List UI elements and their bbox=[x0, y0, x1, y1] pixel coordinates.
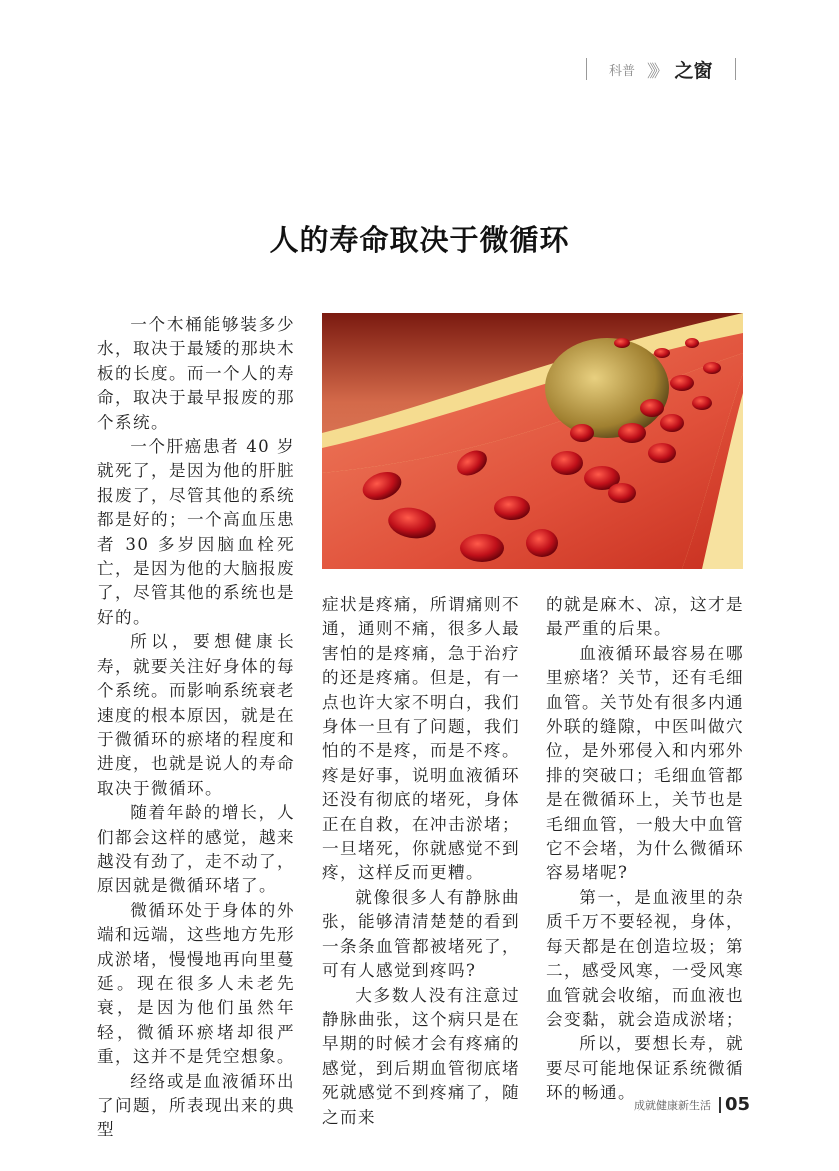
article-title: 人的寿命取决于微循环 bbox=[269, 223, 570, 257]
section-name: 之窗 bbox=[674, 59, 713, 82]
paragraph: 大多数人没有注意过静脉曲张，这个病只是在早期的时候才会有疼痛的感觉，到后期血管彻底堵死就感觉不到疼痛了，随之而来 bbox=[322, 985, 520, 1127]
paragraph: 就像很多人有静脉曲张，能够清清楚楚的看到一条条血管都被堵死了，可有人感觉到疼吗? bbox=[322, 887, 520, 981]
divider bbox=[719, 1097, 721, 1113]
section-prefix: 科普 bbox=[609, 63, 636, 79]
page-footer bbox=[634, 1094, 750, 1115]
divider bbox=[586, 58, 587, 80]
text-column-2 bbox=[322, 593, 520, 1130]
blood-vessel-illustration bbox=[322, 313, 743, 569]
paragraph: 一个木桶能够装多少水，取决于最矮的那块木板的长度。而一个人的寿命，取决于最早报废的那个系统。 bbox=[97, 315, 295, 432]
paragraph: 经络或是血液循环出了问题，所表现出来的典型 bbox=[97, 1071, 295, 1140]
paragraph: 血液循环最容易在哪里瘀堵？关节，还有毛细血管。关节处有很多内通外联的缝隙，中医叫做穴位，是外邪侵入和内邪外排的突破口；毛细血管都是在微循环上，关节也是毛细血管，一般大中血管它不会堵，为什么微循环容易堵呢? bbox=[546, 643, 744, 883]
paragraph: 一个肝癌患者 40 岁就死了，是因为他的肝脏报废了，尽管其他的系统都是好的；一个高血压患者 30 多岁因脑血栓死亡，是因为他的大脑报废了，尽管其他的系统也是好的。 bbox=[97, 437, 295, 627]
text-column-1 bbox=[97, 313, 295, 1143]
page-number: 05 bbox=[725, 1094, 751, 1115]
paragraph: 随着年龄的增长，人们都会这样的感觉，越来越没有劲了，走不动了，原因就是微循环堵了。 bbox=[97, 803, 295, 896]
chevron-right-icon: 》》 bbox=[647, 61, 665, 82]
text-column-3 bbox=[546, 593, 744, 1106]
paragraph: 微循环处于身体的外端和远端，这些地方先形成淤堵，慢慢地再向里蔓延。现在很多人未老先衰，是因为他们虽然年轻，微循环瘀堵却很严重，这并不是凭空想象。 bbox=[97, 900, 295, 1067]
divider bbox=[735, 58, 736, 80]
magazine-name: 成就健康新生活 bbox=[634, 1098, 711, 1112]
paragraph: 所以，要想长寿，就要尽可能地保证系统微循环的畅通。 bbox=[546, 1034, 744, 1103]
paragraph: 症状是疼痛，所谓痛则不通，通则不痛，很多人最害怕的是疼痛，急于治疗的还是疼痛。但是，有一点也许大家不明白，我们身体一旦有了问题，我们怕的不是疼，而是不疼。疼是好事，说明血液循环还没有彻底的堵死，身体正在自救，在冲击淤堵；一旦堵死，你就感觉不到疼，这样反而更糟。 bbox=[322, 595, 520, 883]
paragraph: 第一，是血液里的杂质千万不要轻视，身体，每天都是在创造垃圾；第二，感受风寒，一受风寒血管就会收缩，而血液也会变黏，就会造成淤堵； bbox=[546, 887, 744, 1029]
section-header bbox=[586, 56, 736, 82]
paragraph: 所以，要想健康长寿，就要关注好身体的每个系统。而影响系统衰老速度的根本原因，就是在于微循环的瘀堵的程度和进度，也就是说人的寿命取决于微循环。 bbox=[97, 632, 295, 798]
paragraph: 的就是麻木、凉，这才是最严重的后果。 bbox=[546, 595, 744, 639]
